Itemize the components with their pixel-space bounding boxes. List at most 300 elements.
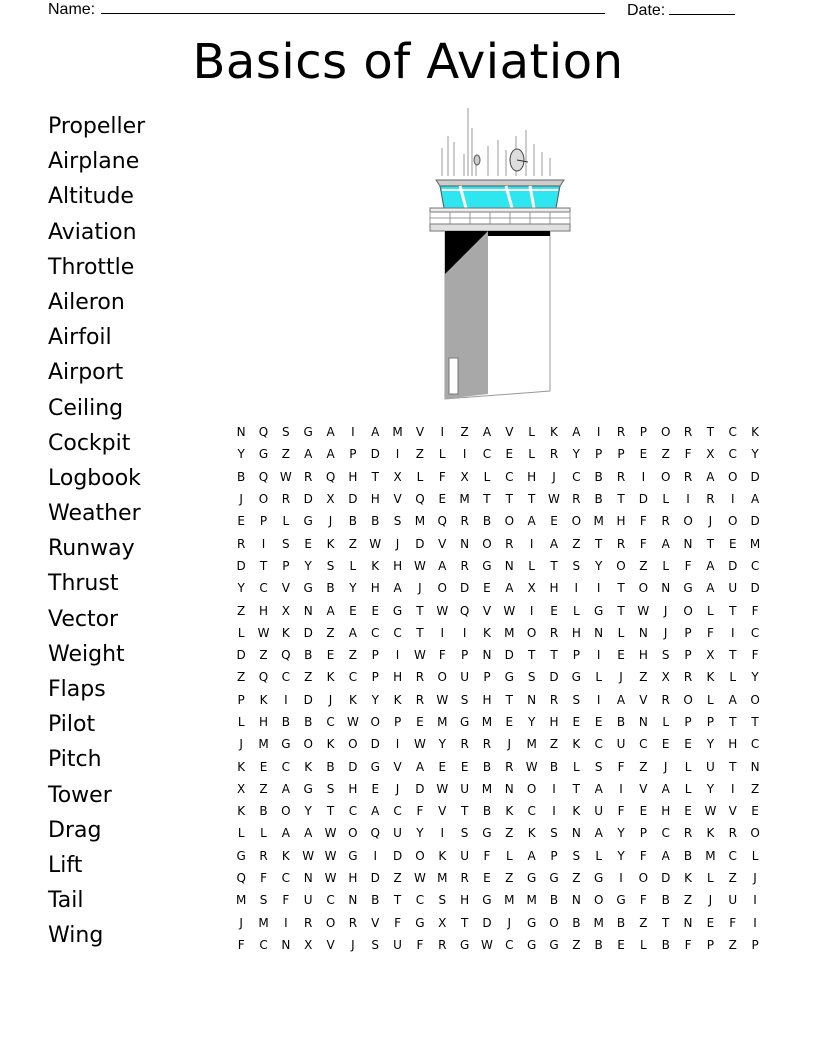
grid-cell[interactable]: O [348,737,358,752]
grid-cell[interactable]: W [436,692,449,707]
grid-cell[interactable]: S [661,648,670,663]
grid-cell[interactable]: V [326,937,335,952]
grid-cell[interactable]: X [438,915,447,930]
grid-cell[interactable]: X [460,469,469,484]
grid-cell[interactable]: K [483,625,491,640]
grid-cell[interactable]: M [414,514,426,529]
grid-cell[interactable]: Z [237,670,246,685]
grid-cell[interactable]: Z [348,648,357,663]
grid-cell[interactable]: Y [371,692,379,707]
grid-cell[interactable]: E [483,581,491,596]
grid-cell[interactable]: T [706,425,715,440]
grid-cell[interactable]: Q [459,603,470,618]
grid-cell[interactable]: Q [325,469,336,484]
grid-cell[interactable]: F [260,871,267,886]
grid-cell[interactable]: B [572,915,581,930]
grid-cell[interactable]: K [438,848,447,863]
grid-cell[interactable]: P [639,425,647,440]
grid-cell[interactable]: W [346,715,359,729]
grid-cell[interactable]: H [571,625,581,640]
grid-cell[interactable]: E [706,915,715,930]
grid-cell[interactable]: C [661,826,670,841]
grid-cell[interactable]: K [281,625,290,640]
grid-cell[interactable]: D [750,469,760,484]
grid-cell[interactable]: W [324,826,337,841]
grid-cell[interactable]: S [259,893,268,908]
grid-cell[interactable]: G [482,893,492,908]
grid-cell[interactable]: E [572,715,581,729]
grid-cell[interactable]: M [392,425,403,440]
grid-cell[interactable]: A [482,425,492,440]
grid-cell[interactable]: L [707,692,714,707]
grid-cell[interactable]: J [351,937,355,952]
grid-cell[interactable]: R [505,759,514,774]
grid-cell[interactable]: S [572,558,581,573]
grid-cell[interactable]: A [750,492,760,507]
grid-cell[interactable]: C [750,737,760,752]
grid-cell[interactable]: M [504,625,515,640]
grid-cell[interactable]: Y [304,804,312,819]
grid-cell[interactable]: W [413,648,426,663]
grid-cell[interactable]: A [527,848,536,863]
grid-cell[interactable]: R [549,447,559,462]
grid-cell[interactable]: I [395,648,400,663]
grid-cell[interactable]: E [617,648,625,663]
grid-cell[interactable]: G [549,937,559,952]
grid-cell[interactable]: L [684,759,692,774]
grid-cell[interactable]: X [527,581,536,596]
grid-cell[interactable]: T [729,759,737,774]
grid-cell[interactable]: U [728,581,738,596]
grid-cell[interactable]: C [505,937,514,952]
grid-cell[interactable]: Z [683,893,693,908]
grid-cell[interactable]: S [460,692,469,707]
grid-cell[interactable]: D [303,625,313,640]
grid-cell[interactable]: C [415,893,425,908]
grid-cell[interactable]: R [706,492,715,507]
grid-cell[interactable]: L [640,937,647,952]
grid-cell[interactable]: U [460,781,469,796]
grid-cell[interactable]: W [324,871,337,886]
grid-cell[interactable]: X [281,603,290,618]
grid-cell[interactable]: R [616,469,626,484]
grid-cell[interactable]: J [507,737,512,752]
grid-cell[interactable]: A [594,781,603,796]
grid-cell[interactable]: V [728,804,737,819]
grid-cell[interactable]: K [572,804,581,819]
grid-cell[interactable]: Z [572,937,581,952]
grid-cell[interactable]: B [616,715,626,729]
grid-cell[interactable]: U [393,937,402,952]
grid-cell[interactable]: K [393,692,402,707]
grid-cell[interactable]: G [571,670,581,685]
grid-cell[interactable]: D [370,737,380,752]
grid-cell[interactable]: A [326,603,335,618]
grid-cell[interactable]: W [637,603,650,618]
grid-cell[interactable]: B [683,848,693,863]
grid-cell[interactable]: P [706,715,715,729]
grid-cell[interactable]: D [750,581,760,596]
grid-cell[interactable]: N [348,893,358,908]
grid-cell[interactable]: O [549,915,559,930]
grid-cell[interactable]: O [258,492,269,507]
grid-cell[interactable]: O [660,469,671,484]
grid-cell[interactable]: R [460,558,469,573]
grid-cell[interactable]: W [279,469,292,484]
grid-cell[interactable]: Y [751,447,759,462]
grid-cell[interactable]: O [303,737,313,752]
grid-cell[interactable]: A [326,447,335,462]
grid-cell[interactable]: R [572,492,581,507]
grid-cell[interactable]: H [638,648,648,663]
grid-cell[interactable]: E [416,715,424,729]
grid-cell[interactable]: F [684,937,692,952]
grid-cell[interactable]: T [416,625,424,640]
grid-cell[interactable]: W [257,625,270,640]
grid-cell[interactable]: E [639,447,648,462]
grid-cell[interactable]: K [572,737,581,752]
grid-cell[interactable]: R [661,692,670,707]
grid-cell[interactable]: G [504,670,514,685]
grid-cell[interactable]: S [572,692,581,707]
grid-cell[interactable]: L [707,871,714,886]
grid-cell[interactable]: G [236,848,246,863]
grid-cell[interactable]: T [416,603,424,618]
grid-cell[interactable]: W [548,492,560,507]
grid-cell[interactable]: R [683,425,693,440]
grid-cell[interactable]: F [438,469,446,484]
grid-cell[interactable]: W [503,603,516,618]
grid-cell[interactable]: H [549,715,559,729]
grid-cell[interactable]: R [460,871,469,886]
grid-cell[interactable]: N [281,937,291,952]
grid-cell[interactable]: E [684,804,692,819]
grid-cell[interactable]: T [460,804,469,819]
grid-cell[interactable]: G [348,848,358,863]
grid-cell[interactable]: F [639,893,647,908]
grid-cell[interactable]: F [394,915,402,930]
grid-cell[interactable]: N [460,536,470,551]
grid-cell[interactable]: B [482,804,492,819]
grid-cell[interactable]: X [237,781,246,796]
grid-cell[interactable]: K [684,871,692,886]
grid-cell[interactable]: L [751,848,759,863]
grid-cell[interactable]: S [594,759,603,774]
grid-cell[interactable]: R [348,915,358,930]
grid-cell[interactable]: T [662,915,670,930]
grid-cell[interactable]: Z [639,915,648,930]
grid-cell[interactable]: D [236,648,246,663]
grid-cell[interactable]: B [616,915,626,930]
grid-cell[interactable]: Y [438,737,446,752]
grid-cell[interactable]: I [284,692,288,707]
grid-cell[interactable]: V [639,781,648,796]
grid-cell[interactable]: M [235,893,247,908]
grid-cell[interactable]: F [237,937,245,952]
grid-cell[interactable]: Y [527,715,536,729]
grid-cell[interactable]: I [641,469,646,484]
grid-cell[interactable]: A [304,826,313,841]
grid-cell[interactable]: L [528,447,535,462]
grid-cell[interactable]: H [393,558,403,573]
grid-cell[interactable]: O [437,670,447,685]
grid-cell[interactable]: C [281,871,291,886]
grid-cell[interactable]: Z [505,871,514,886]
grid-cell[interactable]: I [552,781,556,796]
grid-cell[interactable]: X [661,670,670,685]
grid-cell[interactable]: I [596,692,601,707]
grid-cell[interactable]: I [730,492,735,507]
grid-cell[interactable]: M [593,514,604,529]
grid-cell[interactable]: T [617,492,625,507]
grid-cell[interactable]: E [460,759,469,774]
grid-cell[interactable]: O [370,715,380,729]
grid-cell[interactable]: J [395,536,400,551]
grid-cell[interactable]: A [326,425,335,440]
grid-cell[interactable]: M [258,915,269,930]
grid-cell[interactable]: T [393,893,402,908]
grid-cell[interactable]: Y [304,558,312,573]
grid-cell[interactable]: E [550,603,558,618]
grid-cell[interactable]: I [529,603,534,618]
grid-cell[interactable]: N [504,558,514,573]
grid-cell[interactable]: M [258,737,269,752]
grid-cell[interactable]: W [324,848,337,863]
grid-cell[interactable]: F [751,648,759,663]
grid-cell[interactable]: N [236,425,246,440]
grid-cell[interactable]: E [639,804,648,819]
grid-cell[interactable]: I [596,425,601,440]
grid-cell[interactable]: O [526,781,537,796]
grid-cell[interactable]: A [661,536,670,551]
grid-cell[interactable]: K [348,692,357,707]
grid-cell[interactable]: R [549,625,559,640]
grid-cell[interactable]: P [706,937,715,952]
grid-cell[interactable]: A [348,625,357,640]
grid-cell[interactable]: R [683,826,693,841]
grid-cell[interactable]: O [348,826,358,841]
grid-cell[interactable]: I [284,915,288,930]
grid-cell[interactable]: J [239,915,243,930]
grid-cell[interactable]: Y [751,670,759,685]
grid-cell[interactable]: B [348,514,357,529]
grid-cell[interactable]: S [393,514,402,529]
grid-cell[interactable]: E [505,715,514,729]
grid-cell[interactable]: B [304,715,313,729]
grid-cell[interactable]: Z [259,781,268,796]
grid-cell[interactable]: E [728,536,737,551]
grid-cell[interactable]: C [750,558,760,573]
grid-cell[interactable]: R [304,915,313,930]
grid-cell[interactable]: O [482,536,492,551]
grid-cell[interactable]: C [393,804,402,819]
grid-cell[interactable]: G [392,603,403,618]
grid-cell[interactable]: I [596,648,601,663]
grid-cell[interactable]: O [504,514,515,529]
grid-cell[interactable]: K [527,826,536,841]
grid-cell[interactable]: R [661,514,670,529]
grid-cell[interactable]: D [750,514,760,529]
grid-cell[interactable]: D [392,848,403,863]
grid-cell[interactable]: G [303,514,313,529]
grid-cell[interactable]: T [550,558,558,573]
grid-cell[interactable]: R [460,737,469,752]
grid-cell[interactable]: M [437,871,448,886]
grid-cell[interactable]: E [617,937,625,952]
grid-cell[interactable]: B [326,759,335,774]
grid-cell[interactable]: F [639,514,647,529]
grid-cell[interactable]: L [528,425,535,440]
grid-cell[interactable]: K [326,670,335,685]
grid-cell[interactable]: N [504,781,514,796]
grid-cell[interactable]: E [349,603,357,618]
grid-cell[interactable]: R [616,536,626,551]
grid-cell[interactable]: I [462,625,467,640]
grid-cell[interactable]: T [505,692,513,707]
grid-cell[interactable]: C [371,625,380,640]
grid-cell[interactable]: J [619,670,623,685]
grid-cell[interactable]: B [281,715,290,729]
grid-cell[interactable]: J [708,893,713,908]
grid-cell[interactable]: L [595,848,603,863]
grid-cell[interactable]: T [326,804,335,819]
grid-cell[interactable]: X [326,492,335,507]
grid-cell[interactable]: D [303,492,313,507]
grid-cell[interactable]: O [638,581,649,596]
grid-cell[interactable]: E [661,737,670,752]
grid-cell[interactable]: F [617,759,625,774]
grid-cell[interactable]: O [683,603,693,618]
grid-cell[interactable]: S [282,536,290,551]
grid-cell[interactable]: C [505,469,514,484]
grid-cell[interactable]: S [371,937,380,952]
grid-cell[interactable]: L [260,826,267,841]
grid-cell[interactable]: V [505,425,514,440]
grid-cell[interactable]: F [416,937,424,952]
grid-cell[interactable]: S [460,826,469,841]
grid-cell[interactable]: F [617,804,625,819]
grid-cell[interactable]: T [460,915,469,930]
grid-cell[interactable]: G [303,425,313,440]
grid-cell[interactable]: H [482,692,492,707]
grid-cell[interactable]: G [482,558,492,573]
grid-cell[interactable]: Z [750,781,760,796]
grid-cell[interactable]: G [459,937,470,952]
grid-cell[interactable]: O [415,848,425,863]
grid-cell[interactable]: J [395,781,400,796]
grid-cell[interactable]: J [552,469,556,484]
grid-cell[interactable]: I [440,826,445,841]
grid-cell[interactable]: Y [349,581,357,596]
grid-cell[interactable]: I [619,781,623,796]
grid-cell[interactable]: Z [728,937,737,952]
grid-cell[interactable]: O [728,514,738,529]
grid-cell[interactable]: S [572,848,581,863]
grid-cell[interactable]: L [237,826,245,841]
grid-cell[interactable]: B [661,893,670,908]
grid-cell[interactable]: L [595,670,603,685]
grid-cell[interactable]: B [482,514,492,529]
grid-cell[interactable]: Y [706,737,715,752]
grid-cell[interactable]: Q [370,826,380,841]
grid-cell[interactable]: G [594,603,604,618]
grid-cell[interactable]: G [303,781,313,796]
grid-cell[interactable]: O [437,581,447,596]
grid-cell[interactable]: F [684,447,692,462]
grid-cell[interactable]: R [616,425,626,440]
grid-cell[interactable]: R [438,937,447,952]
grid-cell[interactable]: N [482,648,492,663]
grid-cell[interactable]: N [683,536,693,551]
grid-cell[interactable]: G [258,447,269,462]
grid-cell[interactable]: A [304,447,313,462]
grid-cell[interactable]: A [549,536,559,551]
grid-cell[interactable]: E [237,514,245,529]
grid-cell[interactable]: J [239,737,243,752]
grid-cell[interactable]: I [529,536,534,551]
grid-cell[interactable]: O [750,692,760,707]
grid-cell[interactable]: L [237,625,245,640]
grid-cell[interactable]: E [505,447,514,462]
grid-cell[interactable]: N [303,871,313,886]
name-field[interactable] [101,0,605,14]
grid-cell[interactable]: N [571,893,581,908]
grid-cell[interactable]: R [415,670,425,685]
grid-cell[interactable]: T [729,603,737,618]
grid-cell[interactable]: V [415,425,425,440]
grid-cell[interactable]: T [617,581,625,596]
grid-cell[interactable]: M [526,737,537,752]
grid-cell[interactable]: A [281,781,290,796]
grid-cell[interactable]: T [706,536,715,551]
grid-cell[interactable]: T [527,648,536,663]
grid-cell[interactable]: S [326,781,335,796]
grid-cell[interactable]: N [750,759,760,774]
grid-cell[interactable]: A [371,425,380,440]
grid-cell[interactable]: H [460,893,470,908]
grid-cell[interactable]: B [259,804,268,819]
grid-cell[interactable]: S [326,558,335,573]
grid-cell[interactable]: F [282,893,290,908]
grid-cell[interactable]: O [281,804,291,819]
grid-cell[interactable]: M [504,893,515,908]
grid-cell[interactable]: J [418,581,422,596]
grid-cell[interactable]: H [259,603,269,618]
grid-cell[interactable]: V [371,915,380,930]
grid-cell[interactable]: L [662,715,670,729]
grid-cell[interactable]: A [527,514,536,529]
grid-cell[interactable]: H [348,469,358,484]
grid-cell[interactable]: E [438,759,447,774]
grid-cell[interactable]: B [326,581,335,596]
grid-cell[interactable]: W [436,603,449,618]
grid-cell[interactable]: S [550,826,558,841]
date-field[interactable] [669,0,735,15]
grid-cell[interactable]: G [370,759,380,774]
grid-cell[interactable]: B [237,469,246,484]
grid-cell[interactable]: E [594,715,603,729]
grid-cell[interactable]: K [371,558,380,573]
grid-cell[interactable]: Y [416,826,424,841]
grid-cell[interactable]: B [549,893,559,908]
grid-cell[interactable]: Z [460,425,469,440]
grid-cell[interactable]: D [236,558,246,573]
grid-cell[interactable]: F [706,625,714,640]
grid-cell[interactable]: P [259,514,268,529]
grid-cell[interactable]: N [661,581,671,596]
grid-cell[interactable]: C [572,469,581,484]
grid-cell[interactable]: L [684,781,692,796]
